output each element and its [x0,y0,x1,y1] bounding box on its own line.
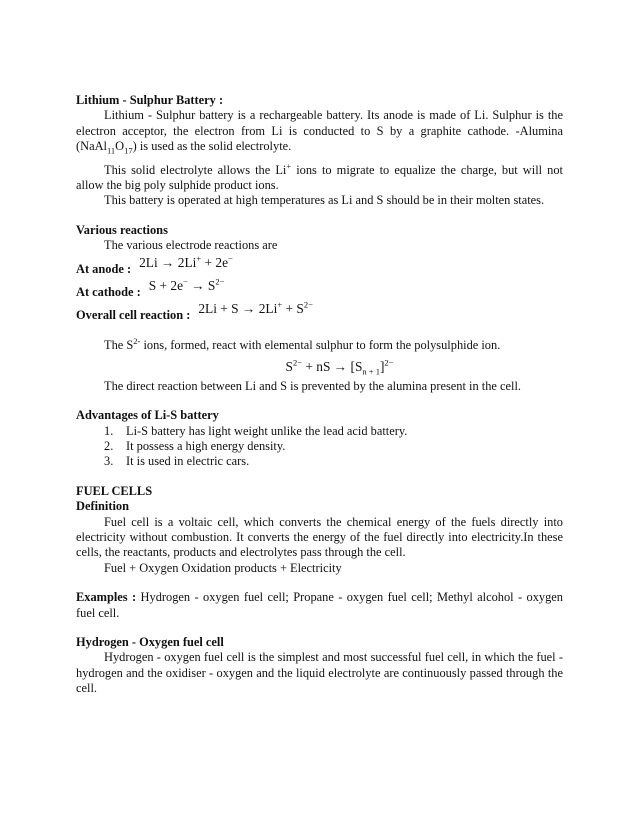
anode-reaction [76,253,563,277]
cathode-label: At cathode : [76,285,141,300]
anode-label: At anode : [76,261,132,276]
section-title-fuel-cells: FUEL CELLS [76,483,153,498]
section-title-reactions: Various reactions [76,222,168,237]
overall-equation: $2Li + S \to 2Li^+ + S^{2-}$ [198,300,313,317]
reactions-intro: The various electrode reactions are [104,238,278,253]
paragraph-li-s-intro: Lithium - Sulphur battery is a rechargeable battery. Its anode is made of Li. Sulphur is the electron acceptor, the electron from Li is conducted to S by a graphite cathode. -Alumina $(NaAl_{11}O_{17})$ is used as the solid electrolyte. [76,108,563,156]
subsection-title-definition: Definition [76,499,130,514]
paragraph-direct-reaction: The direct reaction between Li and S is prevented by the alumina present in the cell. [104,378,521,393]
paragraph-examples: Examples : Hydrogen - oxygen fuel cell; Propane - oxygen fuel cell; Methyl alcohol - oxygen fuel cell. [76,590,563,620]
overall-label: Overall cell reaction : [76,308,191,323]
list-item: 1. Li-S battery has light weight unlike the lead acid battery. [104,423,408,438]
document-page [76,93,563,697]
advantages-list [76,424,563,470]
examples-label: Examples : [76,590,137,605]
paragraph-hydrogen-oxygen: Hydrogen - oxygen fuel cell is the simplest and most successful fuel cell, in which the fuel - hydrogen and the oxidiser - oxygen and the liquid electrolyte are continuously passed through the cell. [76,650,563,696]
overall-reaction [76,300,563,323]
section-title-advantages: Advantages of Li-S battery [76,408,219,423]
fuel-cell-equation: Fuel + Oxygen Oxidation products + Electricity [104,560,342,575]
anode-equation: 2Li → 2Li+ + 2e− [139,253,233,270]
paragraph-temperature: This battery is operated at high temperatures as Li and S should be in their molten states. [104,193,545,208]
section-title-lithium-sulphur: Lithium - Sulphur Battery : [76,93,224,107]
paragraph-fuel-definition: Fuel cell is a voltaic cell, which converts the chemical energy of the fuels directly into electricity without combustion. It converts the energy of the fuel directly into electricity.In these cells, the reactants, products and electrolytes pass through the cell. [76,514,563,560]
polysulphide-equation: $S^{2-}$ + nS → $[S_{n + 1}]^{2-}$ [285,357,394,377]
list-item: 3. It is used in electric cars. [104,454,250,469]
cathode-reaction [76,276,563,300]
list-item: 2. It possess a high energy density. [104,438,286,453]
cathode-equation: $S + 2e^- \to S^{2-}$ [148,276,225,294]
paragraph-sulphide-ions: The $S^{2-}$ ions, formed, react with elemental sulphur to form the polysulphide ion. [104,335,501,352]
paragraph-electrolyte: This solid electrolyte allows the Li+ ions to migrate to equalize the charge, but will not allow the big poly sulphide product ions. [76,160,563,193]
section-title-hydrogen-oxygen: Hydrogen - Oxygen fuel cell [76,634,224,649]
